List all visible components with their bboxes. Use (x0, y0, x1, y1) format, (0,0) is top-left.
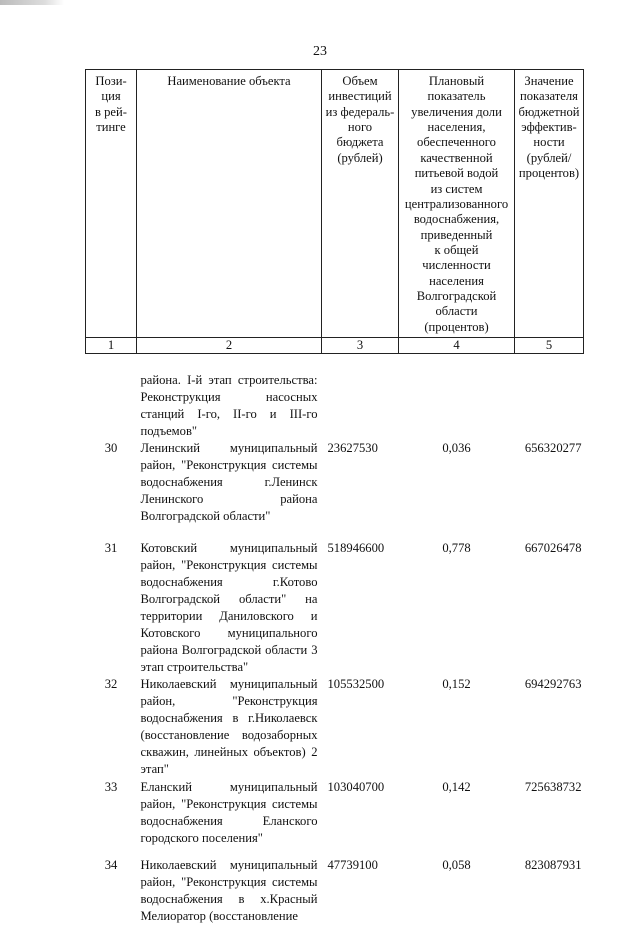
header-investment: Объем инвестиций из федераль- ного бюджета (рублей) (322, 70, 399, 338)
row-position: 33 (104, 779, 118, 794)
column-number: 1 (86, 338, 137, 354)
column-number: 2 (137, 338, 322, 354)
row-investment: 518946600 (327, 540, 385, 555)
table-row (86, 857, 584, 925)
row-object-name: Николаевский муниципальный район, "Реконструкция системы водоснабжения в х.Красный Мелиоратор (восстановление (140, 857, 318, 923)
row-object-name: Ленинский муниципальный район, "Реконструкция системы водоснабжения г.Ленинск Ленинского района Волгоградской области" (140, 440, 318, 523)
table-row (86, 353, 584, 440)
row-indicator: 0,142 (442, 779, 471, 794)
row-position: 34 (104, 857, 118, 872)
row-object-name: Еланский муниципальный район, "Реконструкция системы водоснабжения Еланского городского поселения" (140, 779, 318, 845)
table-row (86, 676, 584, 779)
scan-corner-mark (0, 0, 64, 5)
row-efficiency: 823087931 (524, 857, 582, 872)
row-investment: 47739100 (327, 857, 378, 872)
table-row (86, 779, 584, 857)
header-name: Наименование объекта (137, 70, 322, 338)
row-investment: 23627530 (327, 440, 378, 455)
row-efficiency: 656320277 (524, 440, 582, 455)
row-efficiency (515, 353, 584, 440)
row-efficiency: 725638732 (524, 779, 582, 794)
header-indicator: Плановый показатель увеличения доли населения, обеспеченного качественной питьевой водой из систем централизованного водоснабжения, приведенный к общей численности населения Волгоградской области (процентов) (399, 70, 515, 338)
row-efficiency: 667026478 (524, 540, 582, 555)
column-number-row (86, 338, 584, 354)
column-number: 3 (322, 338, 399, 354)
column-number: 5 (515, 338, 584, 354)
investment-table (85, 69, 584, 925)
row-indicator: 0,058 (442, 857, 471, 872)
column-number: 4 (399, 338, 515, 354)
row-investment (322, 353, 399, 440)
row-investment: 105532500 (327, 676, 385, 691)
row-indicator: 0,036 (442, 440, 471, 455)
header-efficiency: Значение показателя бюджетной эффектив- ности (рублей/ процентов) (515, 70, 584, 338)
row-indicator (399, 353, 515, 440)
row-object-name: Николаевский муниципальный район, "Реконструкция водоснабжения в г.Николаевск (восстановление водозаборных скважин, линейных объектов) 2 этап" (140, 676, 318, 776)
row-object-name: района. I-й этап строительства: Реконструкция насосных станций I-го, II-го и III-го подъемов" (140, 372, 318, 438)
row-object-name: Котовский муниципальный район, "Реконструкция системы водоснабжения г.Котово Волгоградской области" на территории Даниловского и Котовского муниципального района Волгоградской области 3 этап строительства" (140, 540, 318, 674)
row-efficiency: 694292763 (524, 676, 582, 691)
header-row (86, 70, 584, 338)
table-row (86, 440, 584, 540)
row-indicator: 0,778 (442, 540, 471, 555)
page-number: 23 (313, 44, 327, 59)
row-position (86, 353, 137, 440)
row-position: 31 (104, 540, 118, 555)
row-position: 30 (104, 440, 118, 455)
row-indicator: 0,152 (442, 676, 471, 691)
row-position: 32 (104, 676, 118, 691)
row-investment: 103040700 (327, 779, 385, 794)
table-row (86, 540, 584, 676)
header-position: Пози- ция в рей- тинге (86, 70, 137, 338)
